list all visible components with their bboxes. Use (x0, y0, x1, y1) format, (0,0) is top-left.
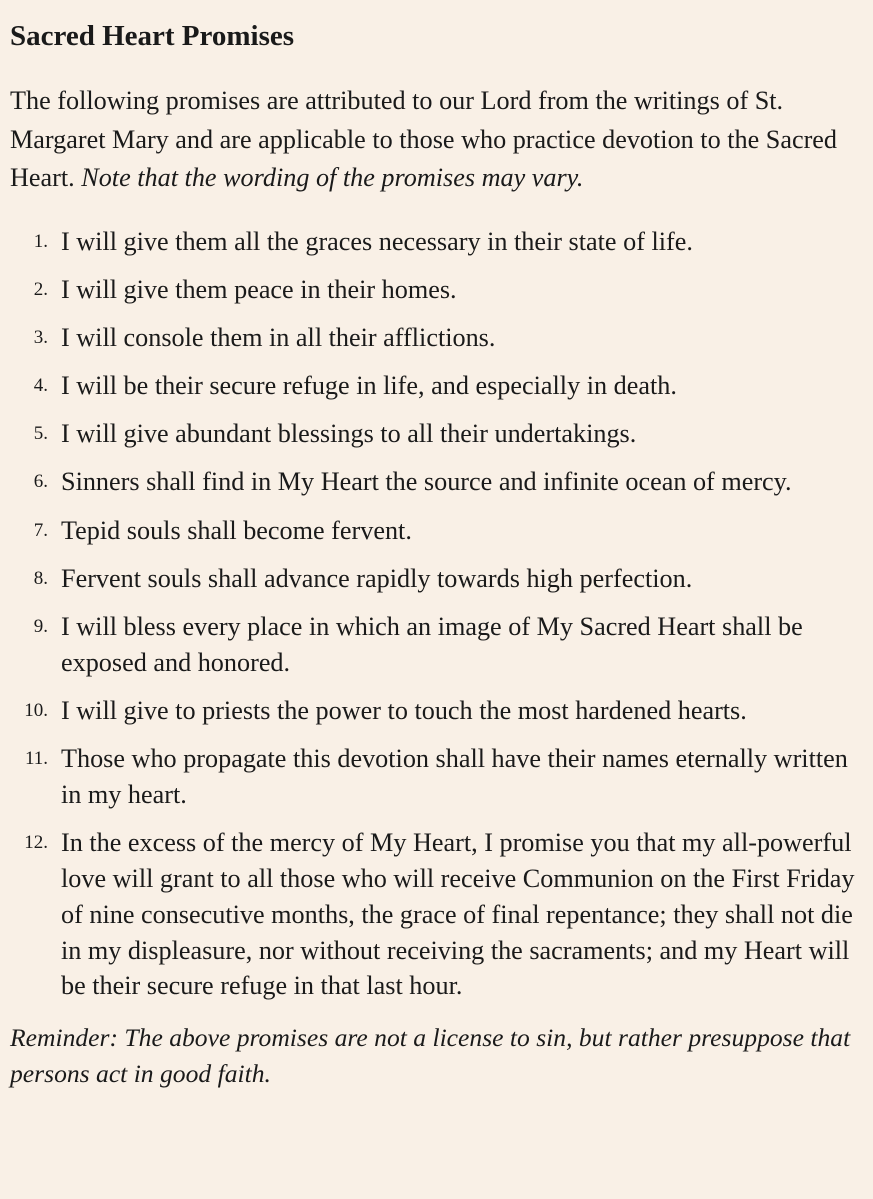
page-title: Sacred Heart Promises (10, 20, 295, 52)
intro-note: Note that the wording of the promises may vary. (81, 163, 584, 192)
item-text: I will give them all the graces necessary in their state of life. (61, 226, 693, 256)
item-number: 1. (33, 230, 48, 252)
list-item (10, 561, 866, 597)
item-text: Those who propagate this devotion shall have their names eternally written in my heart. (61, 744, 848, 809)
item-number: 8. (33, 567, 48, 589)
intro-text: The following promises are attributed to our Lord from the writings of St. Margaret Mary and are applicable to those who practice devotion to the Sacred Heart. (10, 86, 838, 192)
list-item (10, 464, 866, 500)
item-number: 10. (24, 699, 48, 721)
item-text: I will give them peace in their homes. (61, 274, 457, 304)
item-number: 11. (24, 748, 48, 770)
item-number: 5. (33, 423, 48, 445)
item-text: I will be their secure refuge in life, and especially in death. (61, 371, 677, 401)
list-item (10, 609, 866, 681)
list-item (10, 513, 866, 549)
item-text: Sinners shall find in My Heart the source and infinite ocean of mercy. (61, 467, 792, 497)
item-text: Tepid souls shall become fervent. (61, 515, 412, 545)
list-item (10, 368, 866, 404)
reminder-note: Reminder: The above promises are not a license to sin, but rather presuppose that persons act in good faith. (10, 1023, 851, 1089)
item-number: 12. (24, 832, 48, 854)
list-item (10, 272, 866, 308)
item-number: 4. (33, 375, 48, 397)
item-text: I will give to priests the power to touch the most hardened hearts. (61, 695, 747, 725)
item-number: 3. (33, 326, 48, 348)
item-text: I will bless every place in which an image of My Sacred Heart shall be exposed and honored. (61, 612, 803, 677)
item-text: I will console them in all their afflictions. (61, 322, 496, 352)
list-item (10, 825, 866, 1004)
list-item (10, 320, 866, 356)
item-text: I will give abundant blessings to all their undertakings. (61, 419, 637, 449)
promises-list (10, 224, 866, 1005)
intro-paragraph (10, 82, 866, 198)
list-item (10, 416, 866, 452)
item-number: 9. (33, 616, 48, 637)
list-item (10, 224, 866, 260)
item-text: Fervent souls shall advance rapidly towards high perfection. (61, 563, 693, 593)
item-number: 2. (33, 278, 48, 300)
list-item (10, 741, 866, 813)
item-number: 6. (33, 471, 48, 493)
document-page (10, 16, 866, 1092)
item-text: In the excess of the mercy of My Heart, I promise you that my all-powerful love will grant to all those who will receive Communion on the First Friday of nine consecutive months, the grace of final repentance; they shall not die in my displeasure, nor without receiving the sacraments; and my Heart will be their secure refuge in that last hour. (61, 828, 855, 1001)
list-item (10, 693, 866, 729)
item-number: 7. (33, 519, 48, 541)
